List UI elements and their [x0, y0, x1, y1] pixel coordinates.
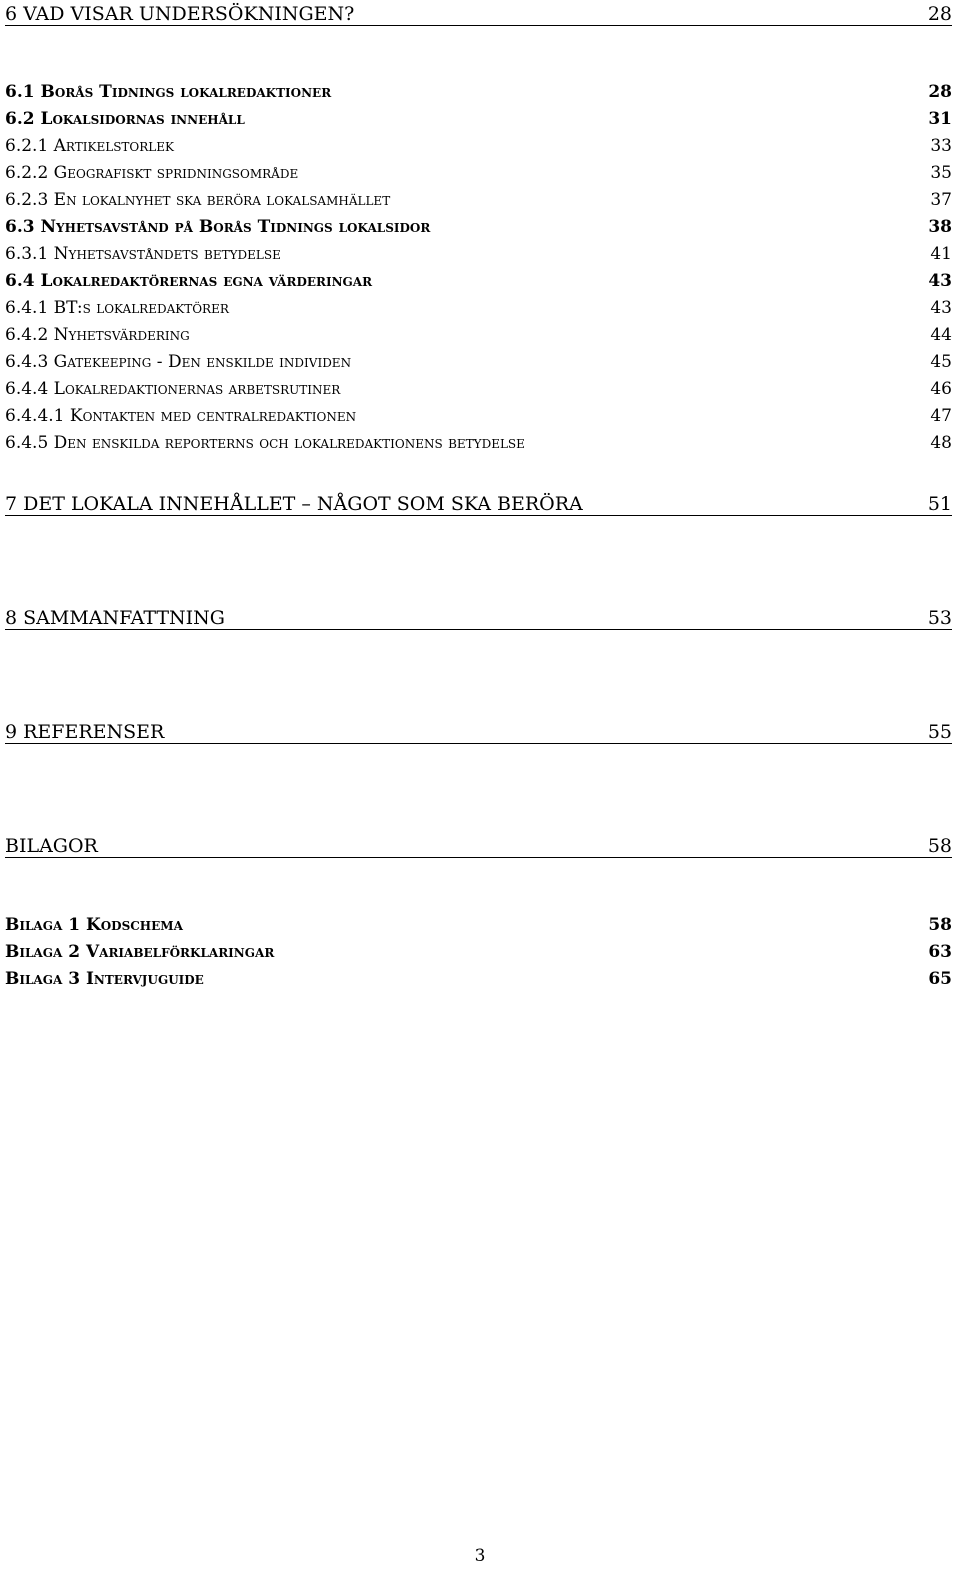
toc-entry-6-4-2[interactable] [5, 327, 952, 344]
toc-page: 43 [928, 271, 952, 291]
toc-title: 6.2.2 Geografiskt spridningsområde [5, 163, 299, 183]
toc-title: 6.3 Nyhetsavstånd på Borås Tidnings lokalsidor [5, 217, 431, 237]
toc-title: Bilaga 1 Kodschema [5, 915, 183, 935]
toc-title: 9 REFERENSER [5, 721, 165, 743]
toc-entry-6-4-3[interactable] [5, 354, 952, 371]
toc-page: 37 [930, 190, 952, 210]
toc-bilaga-3[interactable] [5, 971, 952, 988]
toc-page: 51 [927, 493, 952, 515]
toc-entry-6-4-4-1[interactable] [5, 408, 952, 425]
toc-title: 6.1 Borås Tidnings lokalredaktioner [5, 82, 332, 102]
toc-page: 43 [930, 298, 952, 318]
toc-entry-6-2[interactable] [5, 111, 952, 128]
toc-entry-6-4-5[interactable] [5, 435, 952, 452]
toc-page: 58 [927, 835, 952, 857]
toc-title: 7 DET LOKALA INNEHÅLLET – NÅGOT SOM SKA BERÖRA [5, 493, 583, 515]
toc-page: 31 [928, 109, 952, 129]
toc-page: 48 [930, 433, 952, 453]
toc-title: 6.4.4 Lokalredaktionernas arbetsrutiner [5, 379, 341, 399]
toc-entry-6-4-4[interactable] [5, 381, 952, 398]
toc-section-9[interactable] [5, 723, 952, 744]
toc-title: 6.4 Lokalredaktörernas egna värderingar [5, 271, 373, 291]
toc-page: 65 [928, 969, 952, 989]
toc-title: 6.2.3 En lokalnyhet ska beröra lokalsamhället [5, 190, 391, 210]
toc-page: 35 [930, 163, 952, 183]
toc-page: 58 [928, 915, 952, 935]
toc-title: 6.4.3 Gatekeeping - Den enskilde individen [5, 352, 352, 372]
toc-section-6[interactable] [5, 5, 952, 26]
toc-title: 6.3.1 Nyhetsavståndets betydelse [5, 244, 281, 264]
toc-page: 63 [928, 942, 952, 962]
toc-title: 6.4.5 Den enskilda reporterns och lokalredaktionens betydelse [5, 433, 525, 453]
toc-section-bilagor[interactable] [5, 837, 952, 858]
toc-page: 41 [930, 244, 952, 264]
toc-title: 6.4.1 BT:s lokalredaktörer [5, 298, 229, 318]
toc-entry-6-1[interactable] [5, 84, 952, 101]
toc-section-7[interactable] [5, 495, 952, 516]
toc-page: 28 [927, 3, 952, 25]
toc-bilaga-2[interactable] [5, 944, 952, 961]
page-number: 3 [474, 1546, 486, 1566]
toc-page: 55 [927, 721, 952, 743]
toc-entry-6-4-1[interactable] [5, 300, 952, 317]
toc-title: 6.2.1 Artikelstorlek [5, 136, 174, 156]
toc-title: BILAGOR [5, 835, 98, 857]
toc-entry-6-3-1[interactable] [5, 246, 952, 263]
toc-title: 6 VAD VISAR UNDERSÖKNINGEN? [5, 3, 355, 25]
toc-title: 6.4.2 Nyhetsvärdering [5, 325, 190, 345]
toc-page: 38 [928, 217, 952, 237]
toc-page: 53 [927, 607, 952, 629]
toc-page: 44 [930, 325, 952, 345]
toc-page: 47 [930, 406, 952, 426]
toc-entry-6-2-1[interactable] [5, 138, 952, 155]
toc-title: 6.2 Lokalsidornas innehåll [5, 109, 245, 129]
toc-page: 45 [930, 352, 952, 372]
toc-page: 33 [930, 136, 952, 156]
toc-entry-6-2-3[interactable] [5, 192, 952, 209]
toc-entry-6-4[interactable] [5, 273, 952, 290]
toc-section-8[interactable] [5, 609, 952, 630]
toc-title: 6.4.4.1 Kontakten med centralredaktionen [5, 406, 357, 426]
toc-title: 8 SAMMANFATTNING [5, 607, 225, 629]
toc-bilaga-1[interactable] [5, 917, 952, 934]
toc-title: Bilaga 3 Intervjuguide [5, 969, 204, 989]
toc-entry-6-3[interactable] [5, 219, 952, 236]
toc-entry-6-2-2[interactable] [5, 165, 952, 182]
toc-title: Bilaga 2 Variabelförklaringar [5, 942, 275, 962]
toc-page: 46 [930, 379, 952, 399]
toc-page: 28 [928, 82, 952, 102]
